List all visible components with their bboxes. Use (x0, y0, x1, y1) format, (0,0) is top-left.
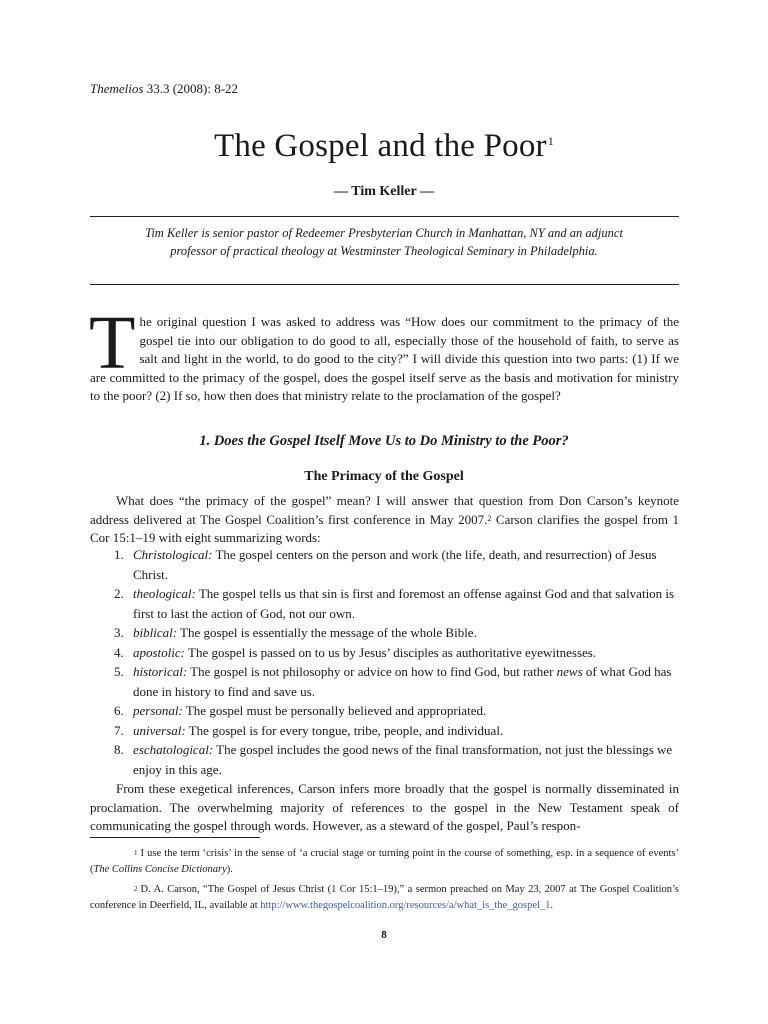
title-text: The Gospel and the Poor (214, 128, 547, 164)
footnote-marker: 2 (134, 885, 138, 893)
paragraph-text: Carson clarifies the gospel from 1 Cor 15:1–19 with eight summarizing words: (90, 511, 679, 545)
list-number: 8. (114, 742, 124, 757)
list-number: 3. (114, 625, 124, 640)
footnote-ref: 2 (487, 513, 492, 523)
footnote-1 (90, 846, 679, 878)
list-text: The gospel is essentially the message of the whole Bible. (177, 625, 477, 640)
list-item (90, 701, 679, 721)
article-title (0, 128, 768, 165)
list-number: 4. (114, 644, 124, 660)
footnote-marker: 1 (134, 849, 138, 857)
footnote-text: I use the term ‘crisis’ in the sense of ‘a crucial stage or turning point in the course of something, esp. in a sequence of events’ ( (90, 848, 679, 875)
top-rule (90, 216, 679, 217)
list-text: The gospel centers on the person and work (the life, death, and resurrection) of Jesus Christ. (133, 547, 657, 582)
intro-text: he original question I was asked to address was “How does our commitment to the primacy of the gospel tie into our obligation to do good to all, especially those of the household of faith, to serve as salt and light in the world, to do good to the city?” I will divide this question into two parts: (1) If we are committed to the primacy of the gospel, does the gospel itself serve as the basis and motivation for ministry to the poor? (2) If so, how then does that ministry relate to the proclamation of the gospel? (90, 314, 679, 403)
list-term: personal: (133, 703, 183, 718)
list-term: historical: (133, 664, 188, 679)
footnote-rule (90, 837, 260, 838)
list-text: The gospel is not philosophy or advice on how to find God, but rather (187, 664, 557, 679)
footnote-italic: The Collins Concise Dictionary (93, 864, 227, 875)
list-emphasis: news (556, 664, 583, 679)
list-item (90, 721, 679, 741)
list-term: universal: (133, 722, 186, 738)
list-term: Christological: (133, 547, 213, 562)
list-text: The gospel tells us that sin is first and foremost an offense against God and that salvation is first to last the action of God, not our own. (133, 586, 675, 621)
list-item (90, 584, 679, 623)
section-heading: 1. Does the Gospel Itself Move Us to Do Ministry to the Poor? (199, 433, 569, 449)
list-number: 5. (114, 664, 124, 679)
footnote-text: . (550, 900, 554, 911)
journal-citation (90, 81, 238, 97)
list-term: theological: (133, 586, 196, 601)
list-term: apostolic: (133, 644, 185, 660)
subsection-heading: The Primacy of the Gospel (304, 469, 464, 484)
list-item (90, 545, 679, 584)
intro-paragraph (89, 301, 679, 406)
list-text: The gospel is passed on to us by Jesus’ disciples as authoritative eyewitnesses. (185, 644, 597, 660)
footnote-2 (90, 882, 679, 914)
paragraph-inferences: From these exegetical inferences, Carson infers more broadly that the gospel is normally disseminated in proclamation. The overwhelming majority of references to the gospel in the New Testament speak of communicating the gospel through words. However, as a steward of the gospel, Paul’s respon- (90, 781, 679, 833)
page-number: 8 (381, 930, 387, 941)
list-item (90, 662, 679, 701)
list-term: eschatological: (133, 742, 214, 757)
list-number: 6. (114, 703, 124, 718)
list-item (90, 643, 679, 663)
journal-name: Themelios (90, 81, 144, 96)
list-number: 2. (114, 586, 124, 601)
list-item (90, 740, 679, 779)
list-text: The gospel includes the good news of the final transformation, not just the blessings we enjoy in this age. (133, 742, 673, 777)
list-text: of what God has done in history to find and save us. (133, 664, 672, 699)
list-text: The gospel is for every tongue, tribe, people, and individual. (185, 722, 504, 738)
list-text: The gospel must be personally believed and appropriated. (182, 703, 487, 718)
list-term: biblical: (133, 625, 178, 640)
author-name: — Tim Keller — (334, 184, 434, 199)
title-footnote-marker: 1 (547, 134, 554, 148)
list-number: 1. (114, 547, 124, 562)
list-item (90, 623, 679, 643)
citation-details: 33.3 (2008): 8-22 (143, 81, 239, 96)
footnotes (90, 846, 679, 918)
summary-list (90, 545, 679, 779)
paragraph-text: What does “the primacy of the gospel” mean? I will answer that question from Don Carson’s keynote address delivered at The Gospel Coalition’s first conference in May 2007. (90, 493, 679, 527)
author-bio: Tim Keller is senior pastor of Redeemer Presbyterian Church in Manhattan, NY and an adjunct professor of practical theology at Westminster Theological Seminary in Philadelphia. (145, 226, 623, 258)
footnote-text: ). (226, 864, 233, 875)
list-number: 7. (114, 722, 124, 738)
drop-cap: T (89, 301, 136, 385)
footnote-link[interactable]: http://www.thegospelcoalition.org/resources/a/what_is_the_gospel_1 (260, 900, 551, 911)
paragraph-primacy (90, 492, 679, 548)
bottom-rule (90, 284, 679, 285)
footnote-text: D. A. Carson, “The Gospel of Jesus Christ (1 Cor 15:1–19),” a sermon preached on May 23, 2007 at The Gospel Coalition’s conference in Deerfield, IL, available at (90, 884, 679, 911)
